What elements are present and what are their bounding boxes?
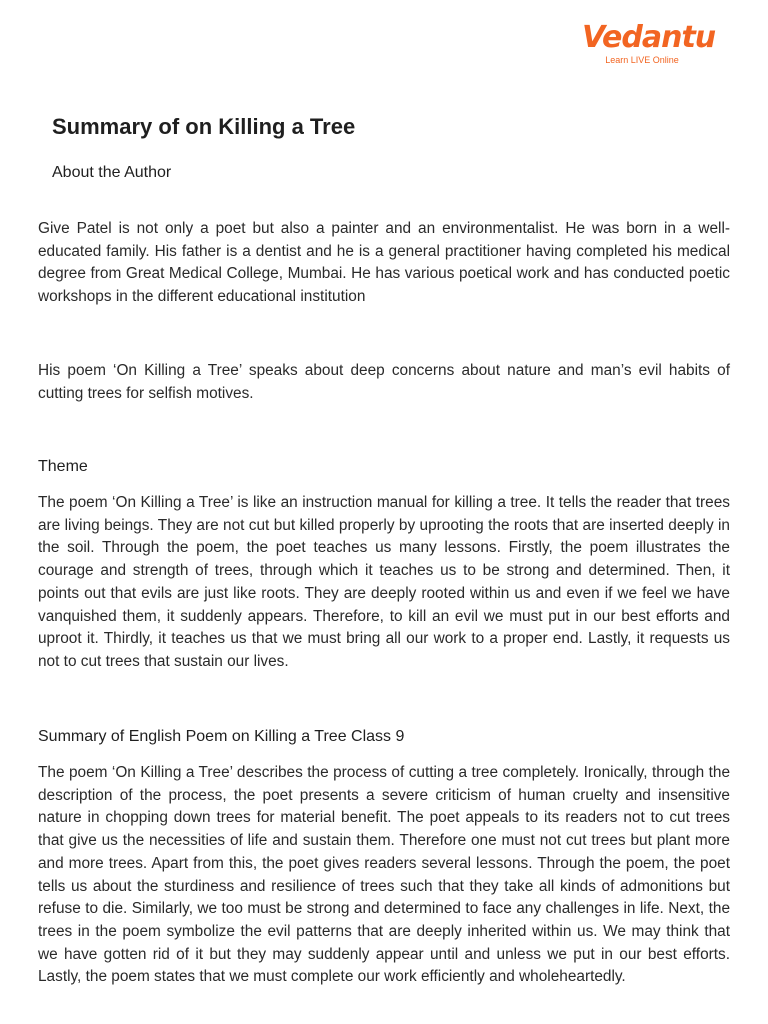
about-author-paragraph: Give Patel is not only a poet but also a painter and an environmentalist. He was born in a well-educated family. His father is a dentist and he is a general practitioner having completed his medical degree from Great Medical College, Mumbai. He has various poetical work and has conducted poetic workshops in the different educational institution (38, 220, 730, 306)
brand-logo-wordmark: Vedantu (582, 20, 716, 55)
brand-tagline: Learn LIVE Online (605, 55, 679, 65)
poem-intro-paragraph: His poem ‘On Killing a Tree’ speaks about deep concerns about nature and man’s evil habits of cutting trees for selfish motives. (38, 362, 730, 402)
summary-heading: Summary of English Poem on Killing a Tree Class 9 (38, 728, 405, 745)
theme-paragraph: The poem ‘On Killing a Tree’ is like an instruction manual for killing a tree. It tells the reader that trees are living beings. They are not cut but killed properly by uprooting the roots that are inserted deeply in the soil. Through the poem, the poet teaches us many lessons. Firstly, the poem illustrates the courage and strength of trees, through which it teaches us to be strong and determined. Then, it points out that evils are just like roots. They are deeply rooted within us and even if we feel we have vanquished them, it suddenly appears. Therefore, to kill an evil we must put in our best efforts and uproot it. Thirdly, it teaches us that we must bring all our work to a proper end. Lastly, it requests us not to cut trees that sustain our lives. (38, 494, 730, 670)
about-author-heading: About the Author (52, 164, 172, 181)
summary-paragraph: The poem ‘On Killing a Tree’ describes the process of cutting a tree completely. Ironically, through the description of the process, the poet presents a severe criticism of human cruelty and insensitive nature in chopping down trees for material benefit. The poet appeals to its readers not to cut trees that give us the necessities of life and sustain them. Therefore one must not cut trees but plant more and more trees. Apart from this, the poet gives readers several lessons. Through the poem, the poet tells us about the sturdiness and resilience of trees such that they take all kinds of admonitions but refuse to die. Similarly, we too must be strong and determined to face any challenges in life. Next, the trees in the poem symbolize the evil patterns that are deeply inherited within us. We may think that we have gotten rid of it but they may suddenly appear until and unless we put in our best efforts. Lastly, the poem states that we must complete our work efficiently and wholeheartedly. (38, 764, 730, 986)
theme-heading: Theme (38, 458, 88, 475)
page-title: Summary of on Killing a Tree (52, 114, 356, 139)
brand-logo (582, 20, 716, 66)
